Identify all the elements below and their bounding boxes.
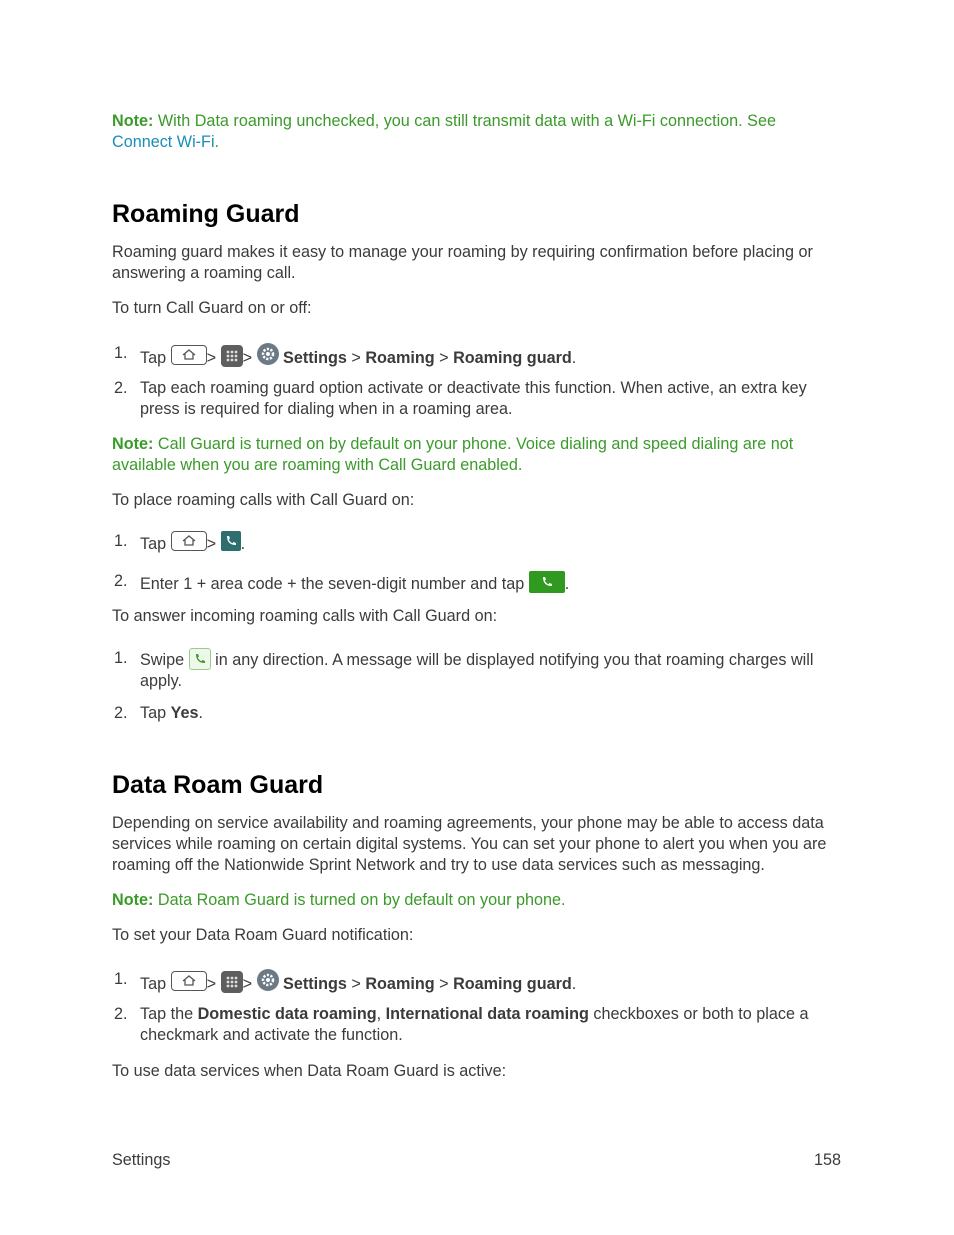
step-text (140, 531, 840, 555)
set-lead: To set your Data Roam Guard notification: (112, 926, 414, 944)
phone-icon (221, 531, 241, 551)
step-end: . (198, 704, 204, 722)
international-data-roaming-label: International data roaming (385, 1005, 589, 1023)
tap-word: Tap (140, 535, 167, 553)
gt-sep: > (206, 535, 217, 553)
step-number: 2. (114, 379, 128, 397)
note-text: With Data roaming unchecked, you can still transmit data with a Wi-Fi connection. See (153, 112, 776, 130)
roaming-label: Roaming (365, 349, 435, 367)
step-text (140, 1004, 840, 1046)
step-number: 1. (114, 532, 128, 550)
step-text-main: Enter 1 + area code + the seven-digit number and tap (140, 575, 525, 593)
note-wifi (112, 111, 842, 153)
step-text: Tap > > Settings > Roaming > Roaming guard. (140, 343, 840, 369)
step-text (140, 571, 840, 595)
step-end: . (571, 349, 577, 367)
call-button-icon (529, 571, 565, 593)
domestic-data-roaming-label: Domestic data roaming (197, 1005, 377, 1023)
note-call-guard (112, 434, 842, 476)
roaming-guard-label: Roaming guard (453, 349, 572, 367)
home-icon (171, 345, 207, 365)
tap-word: Tap (140, 349, 167, 367)
note-text: Call Guard is turned on by default on your phone. Voice dialing and speed dialing are not available when you are roaming with Call Guard enabled. (112, 435, 794, 474)
yes-label: Yes (170, 704, 199, 722)
comma: , (376, 1005, 386, 1023)
heading-data-roam-guard: Data Roam Guard (112, 771, 324, 799)
step-end: . (240, 535, 246, 553)
swipe-word: Swipe (140, 651, 185, 669)
heading-roaming-guard: Roaming Guard (112, 200, 300, 228)
place-lead: To place roaming calls with Call Guard on: (112, 491, 415, 509)
tap-word: Tap (140, 704, 171, 722)
gt-sep: > (206, 975, 217, 993)
use-lead: To use data services when Data Roam Guard is active: (112, 1062, 507, 1080)
step-end: . (564, 575, 570, 593)
step-post: checkboxes or both to place a checkmark and activate the function. (140, 1005, 809, 1044)
step-pre: Tap the (140, 1005, 198, 1023)
home-icon (171, 531, 207, 551)
note-label: Note: (112, 891, 154, 909)
tap-word: Tap (140, 975, 167, 993)
step-text-main: in any direction. A message will be displayed notifying you that roaming charges will apply. (140, 651, 814, 690)
page-number: 158 (814, 1151, 842, 1169)
apps-icon (221, 971, 243, 993)
step-number: 1. (114, 649, 128, 667)
note-text: Data Roam Guard is turned on by default on your phone. (153, 891, 566, 909)
connect-wifi-link[interactable]: Connect Wi-Fi (112, 133, 215, 151)
step-number: 2. (114, 704, 128, 722)
home-icon (171, 971, 207, 991)
note-label: Note: (112, 435, 154, 453)
note-end: . (214, 133, 220, 151)
gt-sep: > (242, 975, 253, 993)
apps-icon (221, 345, 243, 367)
step-text: Tap each roaming guard option activate or deactivate this function. When active, an extra key press is required for dialing when in a roaming area. (140, 379, 807, 418)
gear-icon (257, 969, 279, 991)
gt-sep: > (206, 349, 217, 367)
roaming-label: Roaming (365, 975, 435, 993)
answer-lead: To answer incoming roaming calls with Call Guard on: (112, 607, 498, 625)
data-roam-guard-intro: Depending on service availability and roaming agreements, your phone may be able to access data services while roaming on certain digital systems. You can set your phone to alert you when you are roaming off the Nationwide Sprint Network and try to use data services such as messaging. (112, 814, 827, 874)
gt-sep: > (242, 349, 253, 367)
step-text (140, 648, 840, 692)
gear-icon (257, 343, 279, 365)
answer-call-icon (189, 648, 211, 670)
settings-label: Settings (283, 349, 347, 367)
step-number: 2. (114, 1005, 128, 1023)
roaming-guard-intro: Roaming guard makes it easy to manage your roaming by requiring confirmation before placing or answering a roaming call. (112, 243, 813, 282)
note-label: Note: (112, 112, 154, 130)
note-data-roam-guard (112, 890, 842, 911)
step-text: Tap > > Settings > Roaming > Roaming guard. (140, 969, 840, 995)
footer-section: Settings (112, 1151, 171, 1169)
step-end: . (571, 975, 577, 993)
settings-label: Settings (283, 975, 347, 993)
step-number: 1. (114, 344, 128, 362)
step-number: 1. (114, 970, 128, 988)
step-text (140, 703, 840, 724)
roaming-guard-label: Roaming guard (453, 975, 572, 993)
toggle-lead: To turn Call Guard on or off: (112, 299, 312, 317)
step-number: 2. (114, 572, 128, 590)
